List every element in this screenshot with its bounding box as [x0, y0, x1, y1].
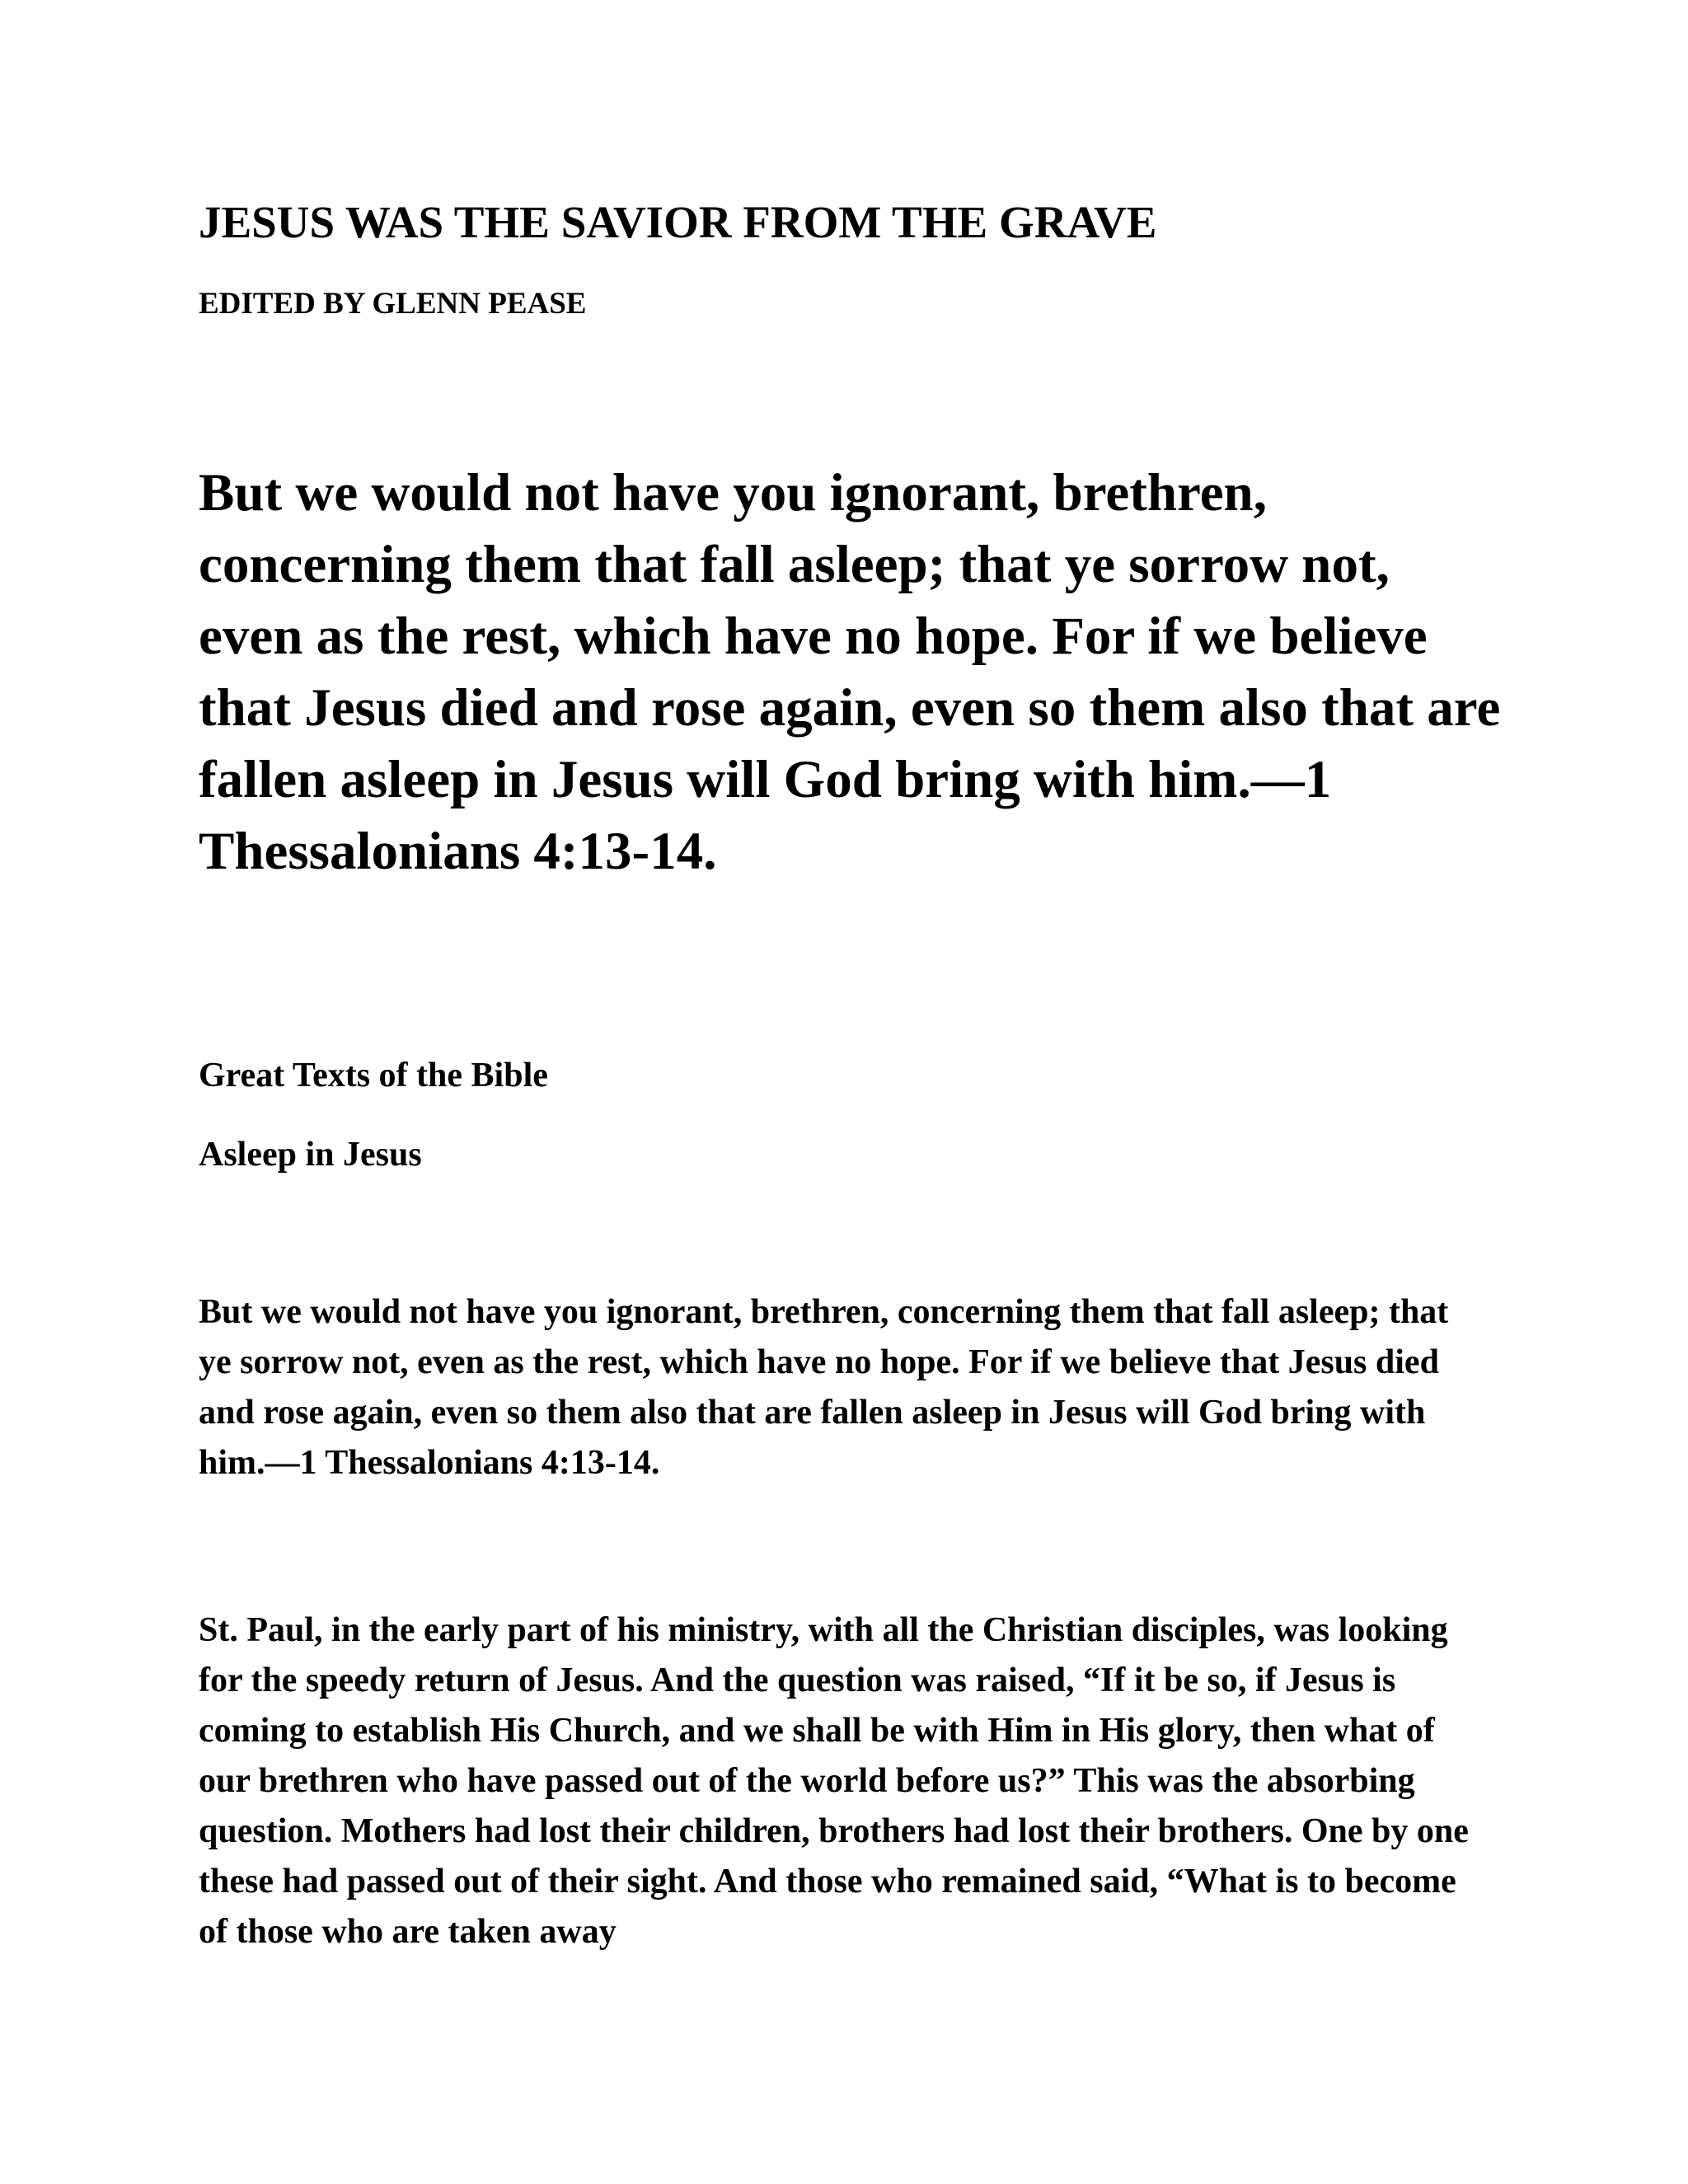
document-title: JESUS WAS THE SAVIOR FROM THE GRAVE [199, 197, 1157, 247]
editor-credit: EDITED BY GLENN PEASE [199, 287, 587, 321]
text-quote-paragraph: But we would not have you ignorant, brethren, concerning them that fall asleep; that ye sorrow not, even as the rest, which have no hope. For if we believe that Jesus died and rose again, even so them also that are fallen asleep in Jesus will God bring with him.—1 Thessalonians 4:13-14. [199, 1293, 1449, 1482]
source-title: Great Texts of the Bible [199, 1057, 548, 1094]
chapter-title: Asleep in Jesus [199, 1136, 422, 1174]
epigraph-scripture: But we would not have you ignorant, brethren, concerning them that fall asleep; that ye sorrow not, even as the rest, which have no hope. For if we believe that Jesus died and rose again, even so them also that are fallen asleep in Jesus will God bring with him.—1 Thessalonians 4:13-14. [199, 463, 1501, 881]
body-paragraph: St. Paul, in the early part of his ministry, with all the Christian disciples, was looking for the speedy return of Jesus. And the question was raised, “If it be so, if Jesus is coming to establish His Church, and we shall be with Him in His glory, then what of our brethren who have passed out of the world before us?” This was the absorbing question. Mothers had lost their children, brothers had lost their brothers. One by one these had passed out of their sight. And those who remained said, “What is to become of those who are taken away [199, 1611, 1469, 1951]
